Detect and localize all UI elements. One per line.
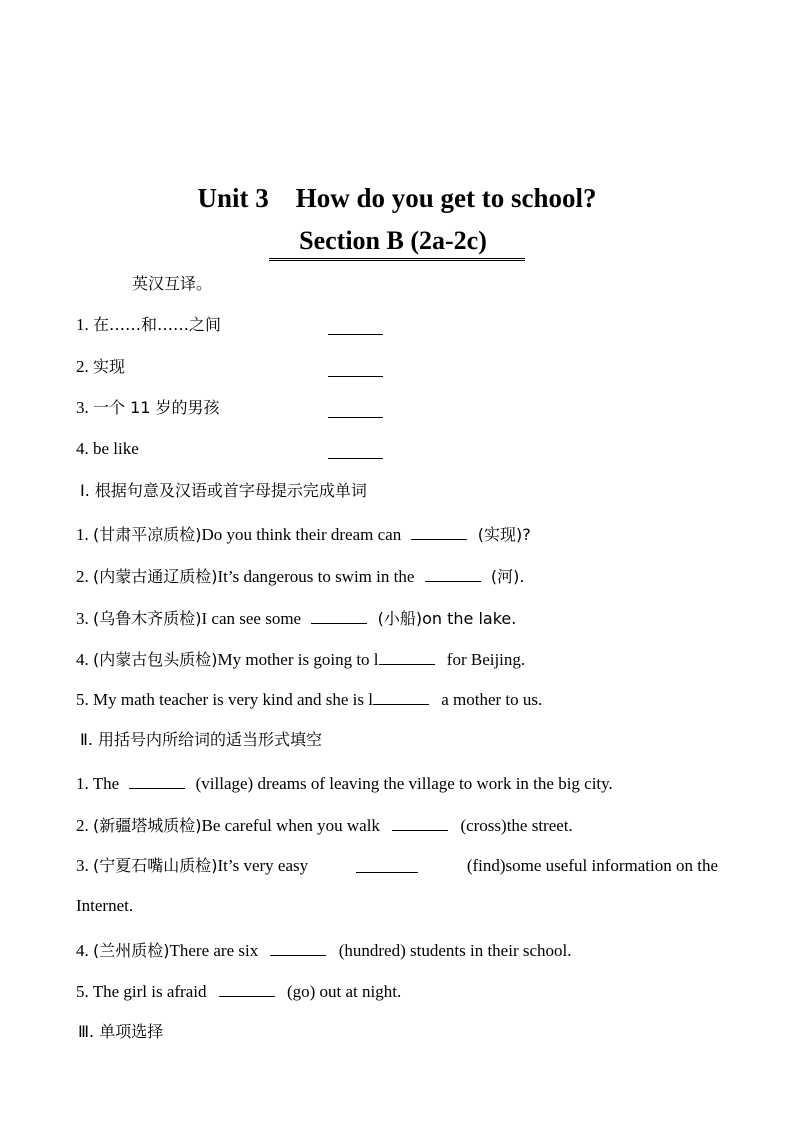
s2-question-5: 5. The girl is afraid (go) out at night.	[76, 982, 402, 1001]
s1-question-4: 4. (内蒙古包头质检)My mother is going to l for Beijing.	[76, 650, 526, 669]
answer-blank-3[interactable]	[328, 416, 383, 418]
s2-question-3: 3. (宁夏石嘴山质检)It’s very easy (find)some useful information on the	[76, 856, 718, 875]
fill-blank[interactable]	[356, 856, 418, 873]
fill-blank[interactable]	[219, 980, 275, 997]
s2-question-4: 4. (兰州质检)There are six (hundred) students in their school.	[76, 941, 572, 960]
section-3-heading: Ⅲ. 单项选择	[78, 1022, 164, 1041]
fill-blank[interactable]	[129, 772, 185, 789]
fill-blank[interactable]	[425, 565, 481, 582]
fill-blank[interactable]	[373, 688, 429, 705]
fill-blank[interactable]	[392, 814, 448, 831]
section-1-heading: Ⅰ. 根据句意及汉语或首字母提示完成单词	[80, 481, 367, 500]
s2-question-2: 2. (新疆塔城质检)Be careful when you walk (cross)the street.	[76, 816, 573, 835]
section-2-heading: Ⅱ. 用括号内所给词的适当形式填空	[80, 730, 323, 749]
page-subtitle: Section B (2a-2c)	[269, 226, 525, 261]
answer-blank-2[interactable]	[328, 375, 383, 377]
page-title: Unit 3 How do you get to school?	[197, 183, 597, 213]
fill-blank[interactable]	[411, 523, 467, 540]
s1-question-3: 3. (乌鲁木齐质检)I can see some (小船)on the lake.	[76, 609, 517, 628]
s1-question-5: 5. My math teacher is very kind and she is l a mother to us.	[76, 690, 543, 709]
fill-blank[interactable]	[311, 607, 367, 624]
translation-item-2: 2. 实现	[76, 357, 126, 376]
translation-heading: 英汉互译。	[132, 274, 213, 293]
fill-blank[interactable]	[270, 939, 326, 956]
s1-question-2: 2. (内蒙古通辽质检)It’s dangerous to swim in the (河).	[76, 567, 525, 586]
answer-blank-4[interactable]	[328, 457, 383, 459]
s1-question-1: 1. (甘肃平凉质检)Do you think their dream can (实现)?	[76, 525, 531, 544]
s2-question-3-continued: Internet.	[76, 896, 134, 915]
translation-item-1: 1. 在……和……之间	[76, 315, 222, 334]
translation-item-3: 3. 一个 11 岁的男孩	[76, 398, 220, 417]
s2-question-1: 1. The (village) dreams of leaving the village to work in the big city.	[76, 774, 613, 793]
translation-item-4: 4. be like	[76, 439, 139, 458]
fill-blank[interactable]	[379, 648, 435, 665]
subtitle-wrap	[0, 226, 794, 261]
answer-blank-1[interactable]	[328, 333, 383, 335]
